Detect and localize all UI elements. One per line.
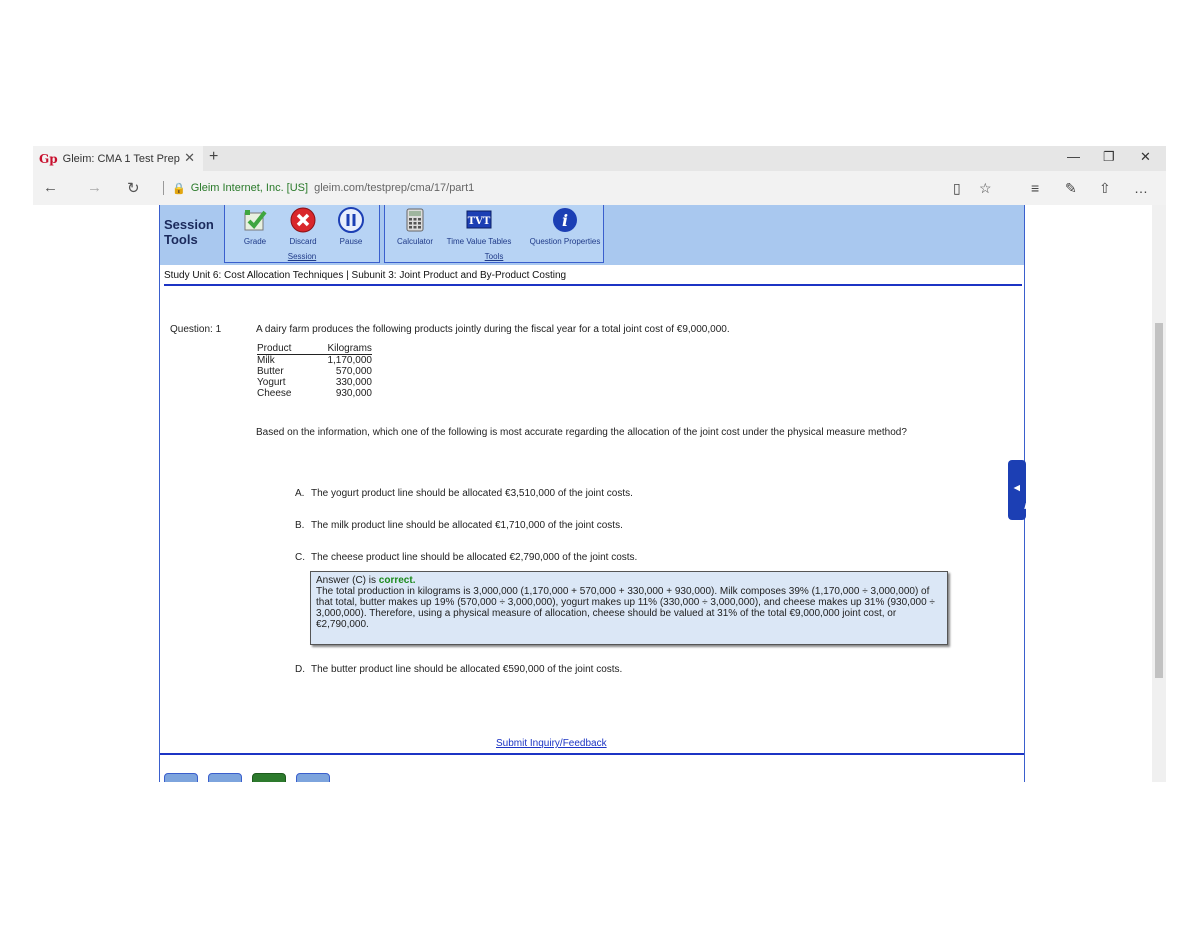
option-letter: A. bbox=[295, 488, 305, 499]
answer-status: correct. bbox=[378, 575, 416, 586]
calculator-button[interactable] bbox=[385, 207, 445, 246]
product-table bbox=[257, 343, 372, 399]
answer-option-c[interactable] bbox=[295, 552, 637, 563]
tvt-icon bbox=[466, 207, 492, 233]
more-icon[interactable]: … bbox=[1134, 180, 1148, 196]
question-stem: A dairy farm produces the following products jointly during the fiscal year for a total joint cost of €9,000,000. bbox=[256, 324, 730, 335]
calculator-label: Calculator bbox=[396, 237, 433, 246]
table-row bbox=[257, 377, 372, 388]
pause-icon bbox=[338, 207, 364, 233]
question-prompt: Based on the information, which one of the following is most accurate regarding the allocation of the joint cost under the physical measure method? bbox=[256, 427, 907, 438]
product-kilograms: 1,170,000 bbox=[327, 355, 372, 366]
close-tab-icon[interactable]: ✕ bbox=[184, 150, 195, 165]
answer-prefix: Answer (C) is bbox=[316, 575, 379, 586]
toolbar-title-line2: Tools bbox=[164, 232, 198, 247]
calculator-icon bbox=[402, 207, 428, 233]
tab-bar bbox=[33, 146, 1166, 171]
close-window-icon[interactable]: ✕ bbox=[1140, 149, 1151, 164]
answer-explanation-text: The total production in kilograms is 3,000,000 (1,170,000 + 570,000 + 330,000 + 930,000). Milk composes 39% (1,170,000 ÷ 3,000,000) of that total, butter makes up 19% (570,000 ÷ 3,000,000), yogurt makes up 11% (330,000 ÷ 3,000,000), and cheese makes up 31% (930,000 ÷ 3,000,000). Therefore, using a physical measure of allocation, cheese should be valued at 31% of the total €9,000,000 joint cost, or €2,790,000. bbox=[316, 586, 935, 630]
product-kilograms: 330,000 bbox=[335, 377, 372, 388]
session-toolbar bbox=[160, 205, 1024, 265]
answer-option-b[interactable] bbox=[295, 520, 623, 531]
discard-icon bbox=[290, 207, 316, 233]
site-identity: Gleim Internet, Inc. [US] bbox=[190, 182, 309, 194]
option-letter: D. bbox=[295, 664, 305, 675]
product-name: Yogurt bbox=[257, 377, 286, 388]
table-row bbox=[257, 366, 372, 377]
toolbar-title bbox=[164, 217, 214, 247]
content-panel bbox=[159, 205, 1025, 782]
question-properties-button[interactable] bbox=[525, 207, 605, 246]
gleim-logo-icon: Gp bbox=[39, 151, 58, 166]
answer-option-a[interactable] bbox=[295, 488, 633, 499]
table-row bbox=[257, 388, 372, 399]
url-text: gleim.com/testprep/cma/17/part1 bbox=[314, 182, 475, 194]
option-text: The yogurt product line should be allocated €3,510,000 of the joint costs. bbox=[311, 488, 633, 499]
session-group-label[interactable]: Session bbox=[287, 252, 317, 261]
info-icon bbox=[552, 207, 578, 233]
web-note-icon[interactable]: ✎ bbox=[1065, 180, 1077, 196]
favorite-star-icon[interactable]: ☆ bbox=[979, 180, 992, 196]
answer-explanation bbox=[310, 571, 948, 645]
nav-button[interactable] bbox=[296, 773, 330, 782]
option-letter: B. bbox=[295, 520, 305, 531]
nav-button[interactable] bbox=[208, 773, 242, 782]
back-icon[interactable]: ← bbox=[43, 179, 58, 196]
new-tab-icon[interactable]: + bbox=[209, 148, 219, 165]
browser-window bbox=[33, 146, 1166, 782]
answer-option-d[interactable] bbox=[295, 664, 622, 675]
page-viewport bbox=[33, 205, 1166, 782]
time-value-tables-label: Time Value Tables bbox=[446, 237, 512, 246]
product-name: Milk bbox=[257, 355, 275, 366]
tools-group-label[interactable]: Tools bbox=[484, 252, 504, 261]
option-text: The butter product line should be allocated €590,000 of the joint costs. bbox=[311, 664, 623, 675]
hub-icon[interactable]: ≡ bbox=[1031, 180, 1040, 196]
share-icon[interactable]: ⇧ bbox=[1099, 180, 1111, 196]
table-row bbox=[257, 355, 372, 367]
product-column-header: Product bbox=[257, 343, 327, 355]
time-value-tables-button[interactable] bbox=[441, 207, 517, 246]
scrollbar-thumb[interactable] bbox=[1155, 323, 1163, 678]
tab-title: Gleim: CMA 1 Test Prep bbox=[62, 152, 180, 165]
reading-view-icon[interactable]: ▯ bbox=[953, 180, 961, 196]
pause-label: Pause bbox=[339, 237, 363, 246]
pause-button[interactable] bbox=[321, 207, 381, 246]
restore-icon[interactable]: ❐ bbox=[1103, 149, 1115, 164]
show-panel-tab[interactable] bbox=[1008, 460, 1054, 520]
forward-icon[interactable]: → bbox=[87, 179, 102, 196]
option-letter: C. bbox=[295, 552, 305, 563]
svg-text:TVT: TVT bbox=[467, 216, 491, 227]
product-name: Cheese bbox=[257, 388, 292, 399]
grade-label: Grade bbox=[243, 237, 267, 246]
show-tab-text: Show bbox=[1024, 500, 1054, 512]
product-kilograms: 930,000 bbox=[335, 388, 372, 399]
svg-text:i: i bbox=[561, 211, 569, 230]
refresh-icon[interactable]: ↻ bbox=[127, 180, 140, 197]
address-bar bbox=[33, 171, 1166, 205]
breadcrumb: Study Unit 6: Cost Allocation Techniques | Subunit 3: Joint Product and By-Product Costing bbox=[164, 270, 1022, 286]
vertical-scrollbar[interactable] bbox=[1152, 205, 1166, 782]
question-properties-label: Question Properties bbox=[529, 237, 601, 246]
submit-feedback-link[interactable]: Submit Inquiry/Feedback bbox=[496, 738, 607, 749]
option-text: The cheese product line should be allocated €2,790,000 of the joint costs. bbox=[311, 552, 638, 563]
question-number: Question: 1 bbox=[170, 324, 222, 335]
minimize-icon[interactable]: — bbox=[1067, 149, 1080, 164]
session-group bbox=[224, 205, 380, 263]
nav-button[interactable] bbox=[164, 773, 198, 782]
url-separator bbox=[163, 181, 164, 195]
option-text: The milk product line should be allocated €1,710,000 of the joint costs. bbox=[311, 520, 623, 531]
tools-group bbox=[384, 205, 604, 263]
browser-tab[interactable] bbox=[33, 146, 203, 171]
lock-icon: 🔒 bbox=[172, 182, 186, 195]
url-field[interactable] bbox=[163, 179, 474, 197]
nav-button[interactable] bbox=[252, 773, 286, 782]
kilograms-column-header: Kilograms bbox=[327, 343, 372, 354]
product-kilograms: 570,000 bbox=[335, 366, 372, 377]
show-tab-label: ▲ Show bbox=[1011, 461, 1023, 515]
discard-label: Discard bbox=[289, 237, 317, 246]
toolbar-title-line1: Session bbox=[164, 217, 214, 232]
product-name: Butter bbox=[257, 366, 284, 377]
grade-icon bbox=[242, 207, 268, 233]
bottom-divider bbox=[160, 753, 1024, 755]
product-table-header bbox=[257, 343, 372, 355]
